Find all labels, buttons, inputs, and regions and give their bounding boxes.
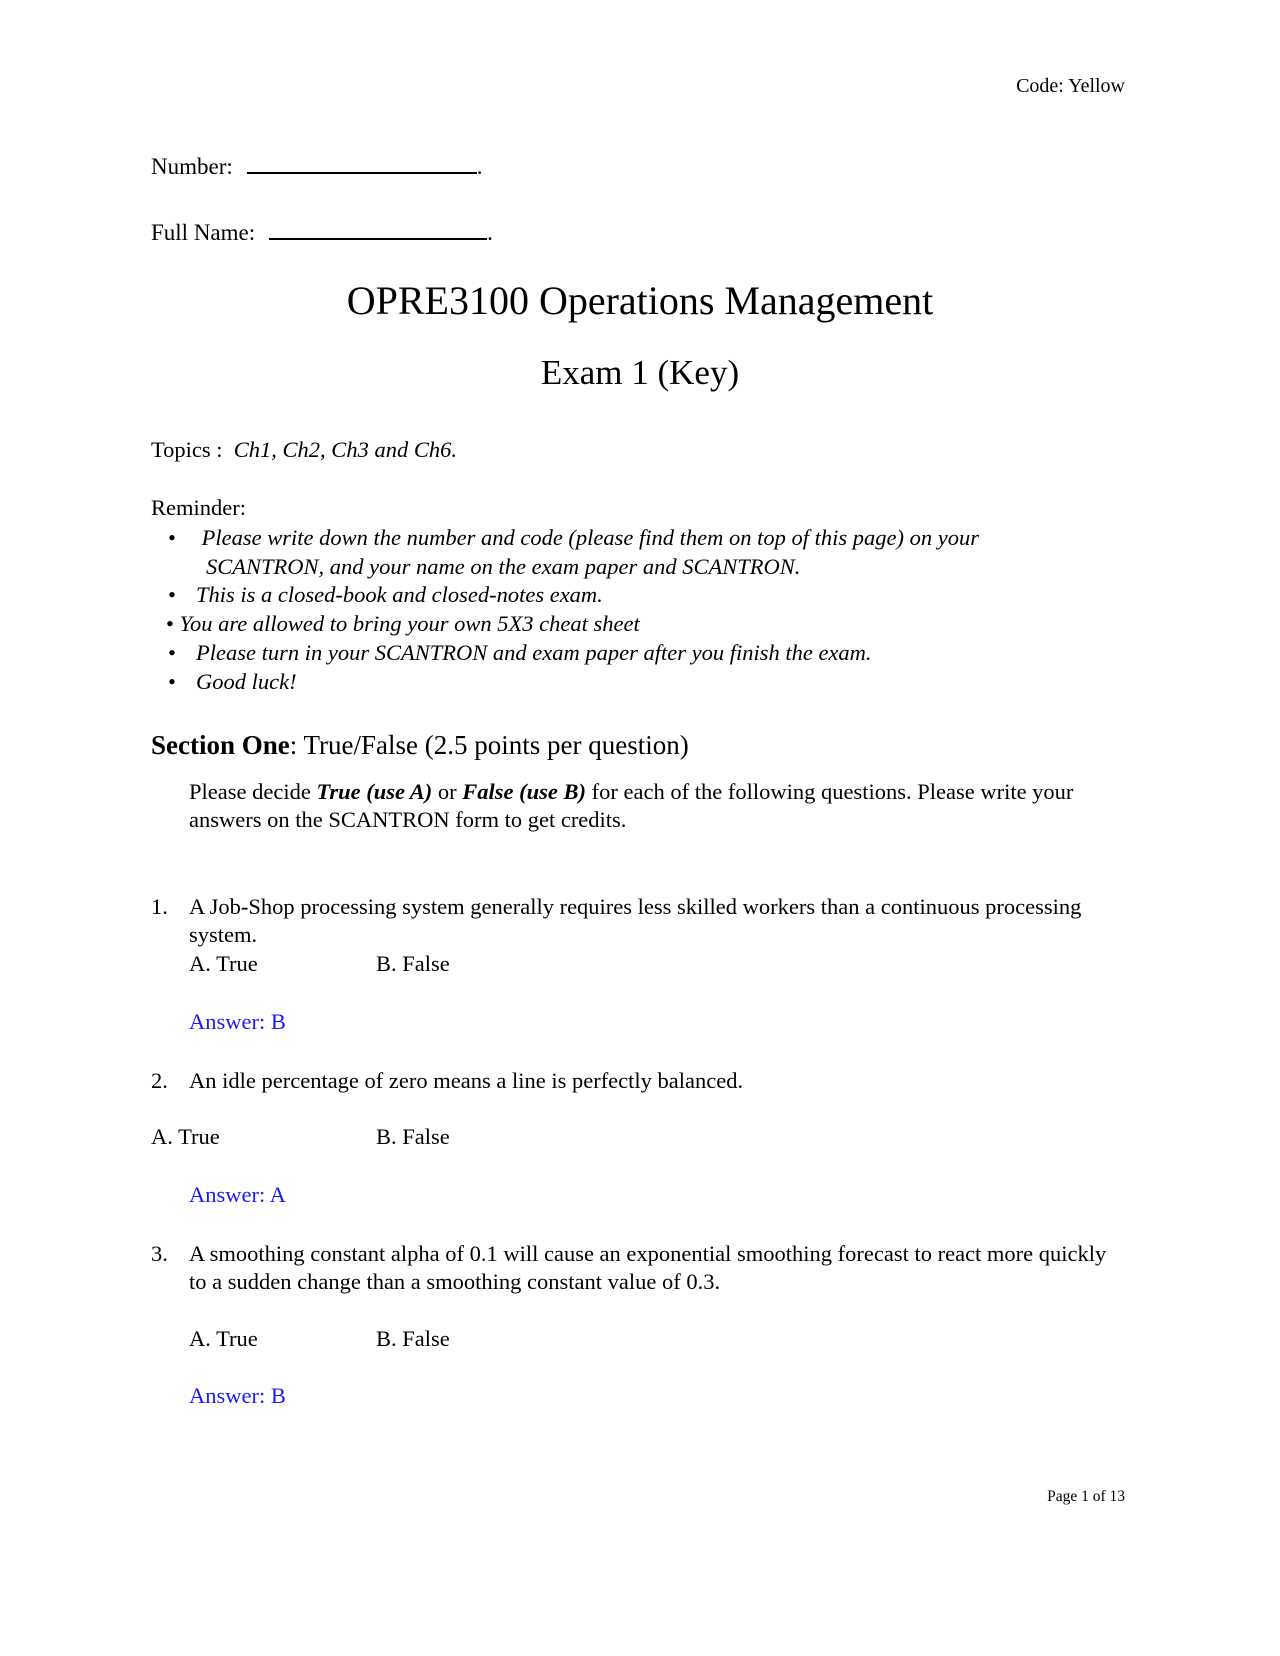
question-text: An idle percentage of zero means a line is perfectly balanced. bbox=[189, 1068, 744, 1093]
bullet-icon: • bbox=[168, 668, 176, 694]
bullet-icon: • bbox=[166, 611, 174, 637]
question-number: 1. bbox=[151, 894, 168, 919]
section-title: Section One bbox=[151, 730, 290, 760]
option-b[interactable]: B. False bbox=[376, 1326, 450, 1351]
answer-key: Answer: A bbox=[189, 1182, 286, 1207]
question-3 bbox=[151, 1240, 1109, 1297]
reminder-item: • Please write down the number and code (please find them on top of this page) on your bbox=[168, 524, 979, 553]
topics-line bbox=[151, 437, 457, 463]
question-number: 3. bbox=[151, 1241, 168, 1266]
question-number: 2. bbox=[151, 1068, 168, 1093]
number-field bbox=[151, 150, 483, 180]
page-number: Page 1 of 13 bbox=[1047, 1488, 1125, 1505]
true-option-note: True (use A) bbox=[316, 779, 433, 804]
question-1 bbox=[151, 893, 1109, 950]
full-name-label: Full Name: bbox=[151, 220, 256, 245]
answer-key: Answer: B bbox=[189, 1009, 286, 1034]
option-a[interactable]: A. True bbox=[189, 951, 258, 976]
exam-code: Code: Yellow bbox=[1016, 75, 1125, 97]
reminder-label: Reminder: bbox=[151, 495, 246, 520]
full-name-suffix: . bbox=[487, 220, 493, 245]
section-heading bbox=[151, 730, 689, 761]
reminder-list bbox=[168, 524, 979, 696]
question-2 bbox=[151, 1067, 1109, 1095]
reminder-item: • Please turn in your SCANTRON and exam paper after you finish the exam. bbox=[168, 639, 979, 668]
course-title: OPRE3100 Operations Management bbox=[346, 278, 934, 323]
topics-value: Ch1, Ch2, Ch3 and Ch6. bbox=[233, 437, 457, 462]
section-subtitle: : True/False (2.5 points per question) bbox=[289, 730, 689, 760]
topics-label: Topics : bbox=[151, 437, 223, 462]
option-a[interactable]: A. True bbox=[189, 1326, 258, 1351]
bullet-icon: • bbox=[168, 525, 176, 550]
option-a[interactable]: A. True bbox=[151, 1124, 220, 1149]
question-text: A smoothing constant alpha of 0.1 will cause an exponential smoothing forecast to react more quickly to a sudden change than a smoothing constant value of 0.3. bbox=[189, 1241, 1107, 1295]
bullet-icon: • bbox=[168, 582, 176, 608]
number-suffix: . bbox=[476, 154, 483, 179]
question-text: A Job-Shop processing system generally requires less skilled workers than a continuous processing system. bbox=[189, 894, 1082, 948]
full-name-field bbox=[151, 216, 493, 246]
reminder-item: • Good luck! bbox=[168, 668, 979, 697]
exam-subtitle: Exam 1 (Key) bbox=[540, 353, 740, 392]
reminder-item: • You are allowed to bring your own 5X3 cheat sheet bbox=[166, 611, 640, 637]
reminder-item: • This is a closed-book and closed-notes exam. bbox=[168, 581, 979, 610]
full-name-blank[interactable] bbox=[269, 216, 487, 240]
answer-key: Answer: B bbox=[189, 1383, 286, 1408]
bullet-icon: • bbox=[168, 639, 176, 665]
section-instructions: Please decide True (use A) or False (use B) for each of the following questions. Please write your answers on the SCANTRON form to get credits. bbox=[189, 779, 1074, 833]
reminder-item-continuation: SCANTRON, and your name on the exam paper and SCANTRON. bbox=[206, 553, 801, 579]
option-b[interactable]: B. False bbox=[376, 951, 450, 976]
number-label: Number: bbox=[151, 154, 233, 179]
number-blank[interactable] bbox=[247, 150, 477, 174]
option-b[interactable]: B. False bbox=[376, 1124, 450, 1149]
false-option-note: False (use B) bbox=[462, 779, 587, 804]
